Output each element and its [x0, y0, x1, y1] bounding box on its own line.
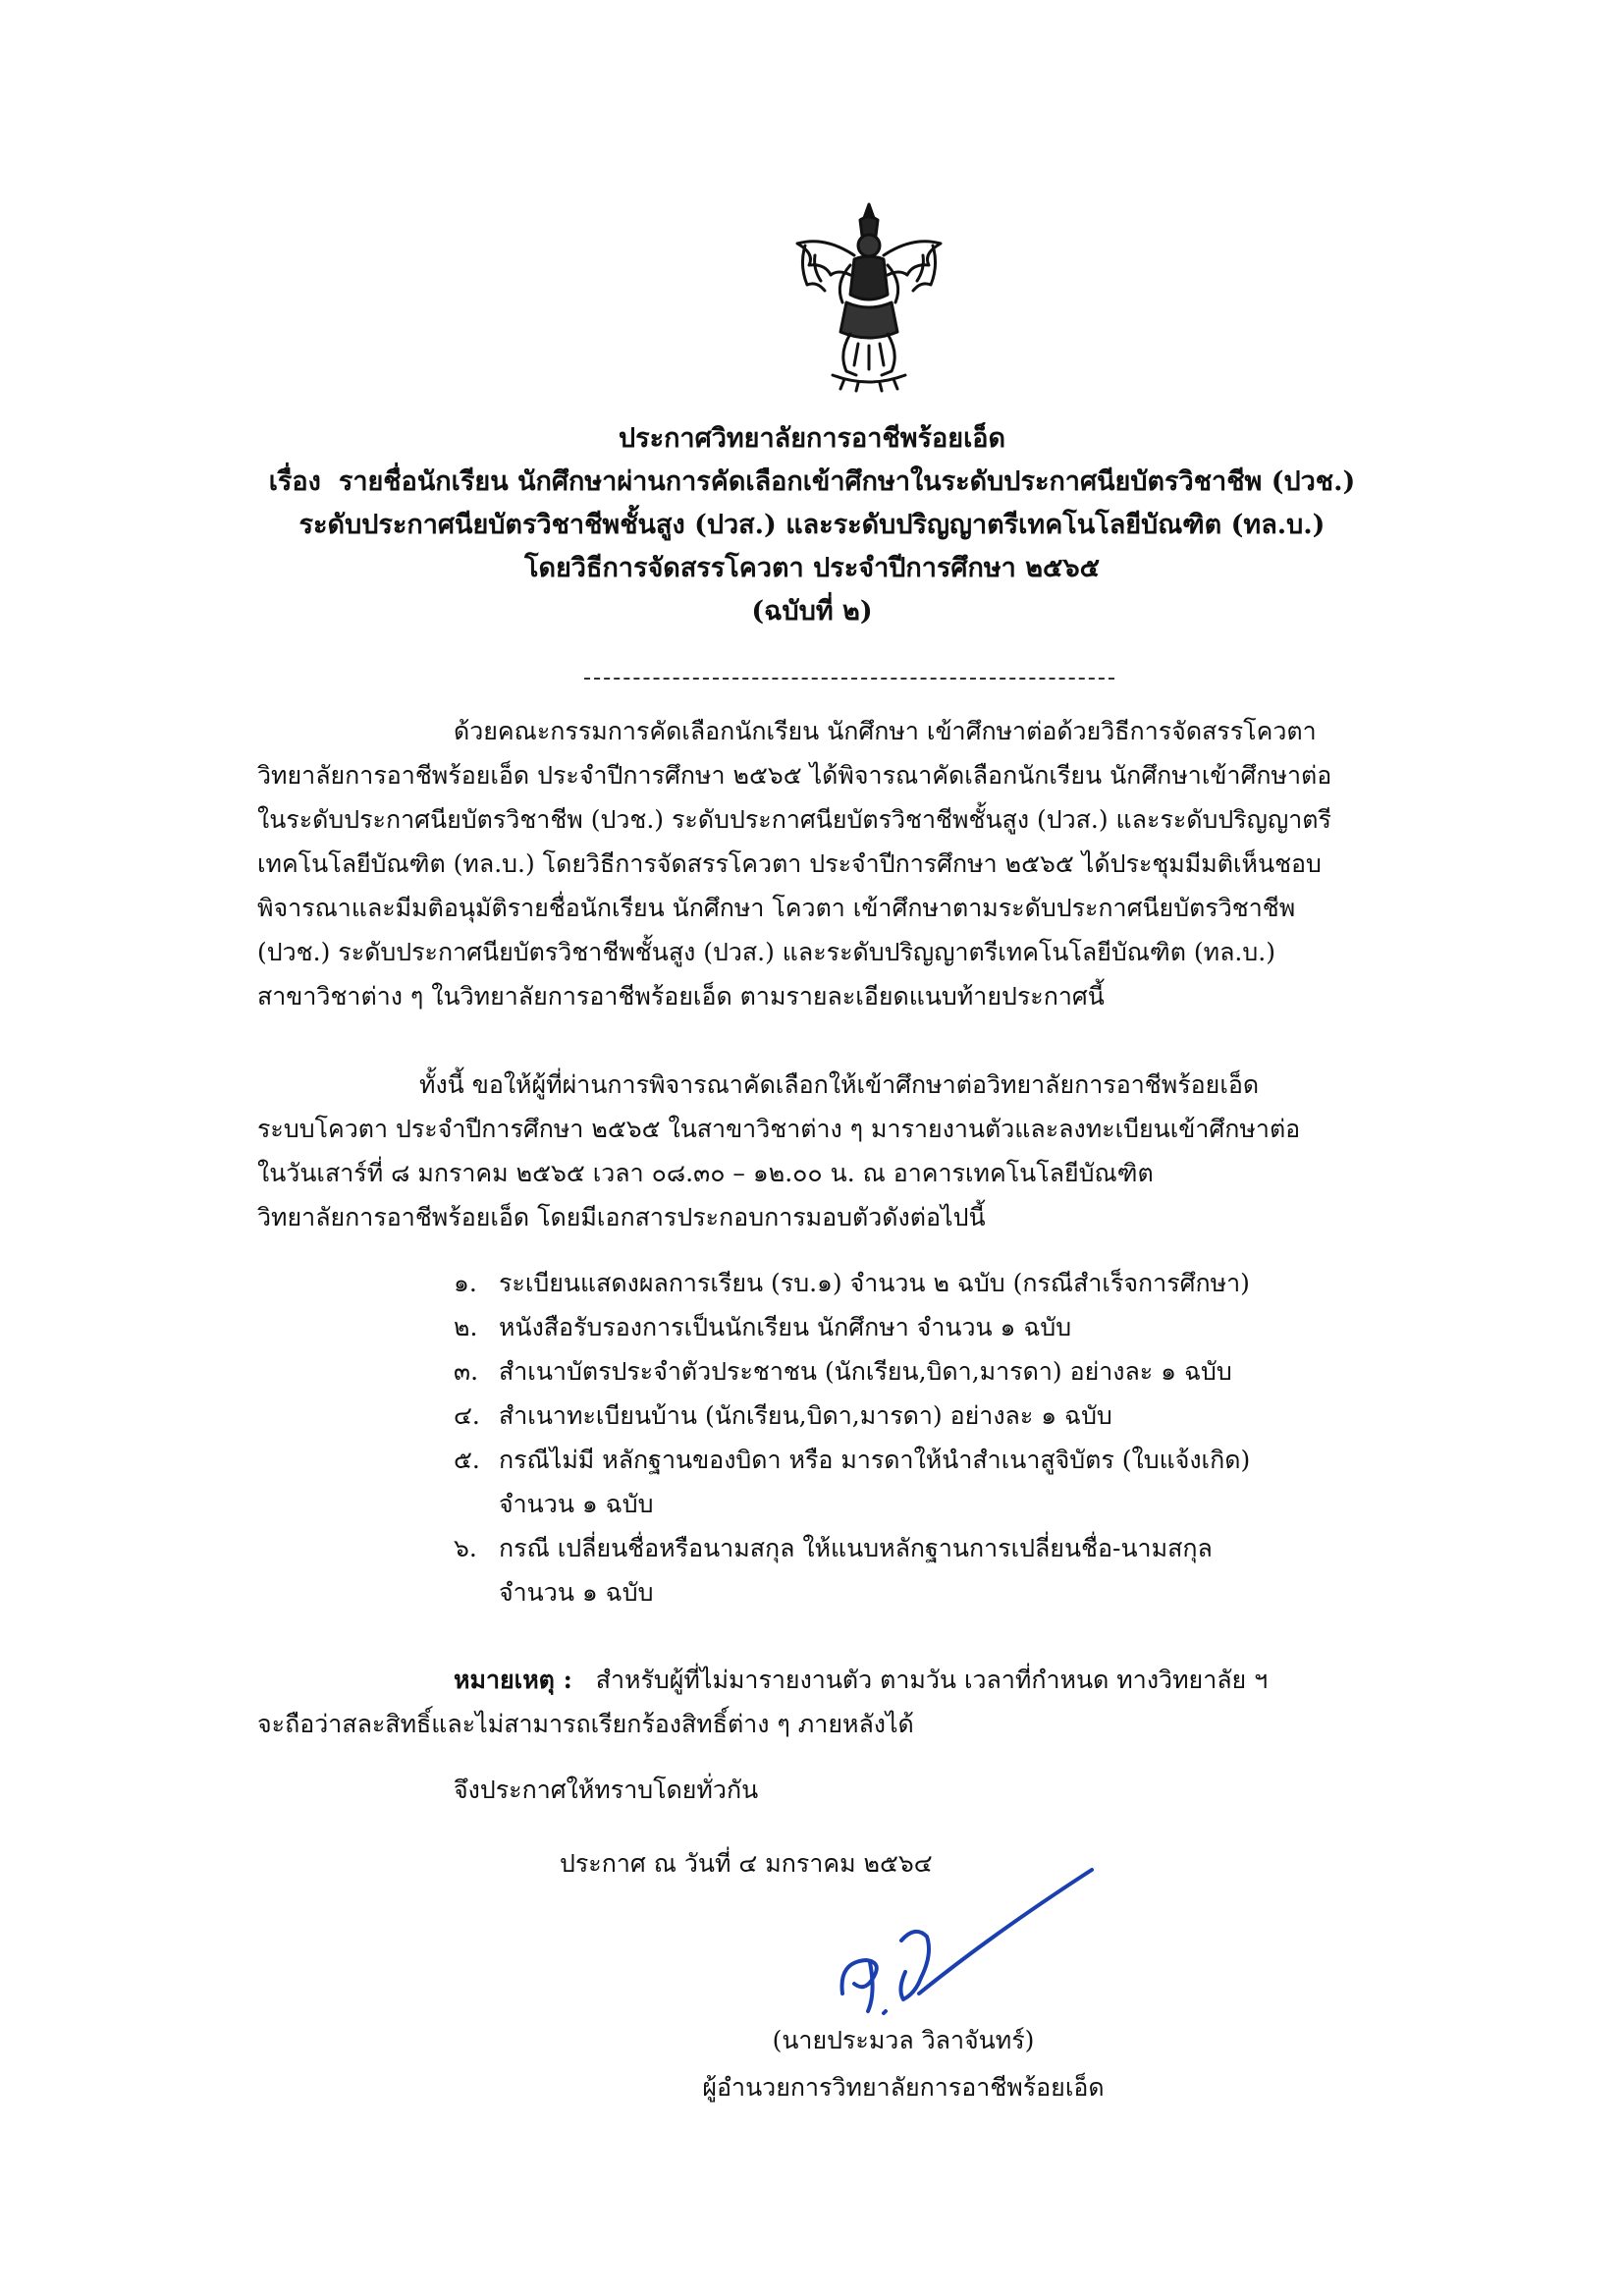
list-item-text: หนังสือรับรองการเป็นนักเรียน นักศึกษา จำนวน ๑ ฉบับ: [499, 1313, 1072, 1341]
list-item-continuation: จำนวน ๑ ฉบับ: [499, 1490, 654, 1518]
subject-line-2: ระดับประกาศนียบัตรวิชาชีพชั้นสูง (ปวส.) และระดับปริญญาตรีเทคโนโลยีบัณฑิต (ทล.บ.): [298, 510, 1326, 540]
body-main-line: เทคโนโลยีบัณฑิต (ทล.บ.) โดยวิธีการจัดสรรโควตา ประจำปีการศึกษา ๒๕๖๕ ได้ประชุมมีมติเห็นชอบ: [257, 849, 1322, 878]
subject-line-3: โดยวิธีการจัดสรรโควตา ประจำปีการศึกษา ๒๕๖๕: [523, 553, 1101, 583]
signer-block: [589, 2017, 1218, 2111]
body-paragraph-second: [257, 1063, 1445, 1239]
header-divider: [584, 678, 1114, 680]
remark-line-1: [257, 1658, 1445, 1702]
body-paragraph-main: [257, 709, 1445, 1018]
list-item-text: กรณี เปลี่ยนชื่อหรือนามสกุล ให้แนบหลักฐานการเปลี่ยนชื่อ-นามสกุล: [499, 1534, 1213, 1562]
closing-statement: จึงประกาศให้ทราบโดยทั่วกัน: [454, 1776, 759, 1804]
list-item: [454, 1349, 1435, 1394]
remark-section: [257, 1658, 1445, 1746]
body-second-line: ระบบโควตา ประจำปีการศึกษา ๒๕๖๕ ในสาขาวิชาต่าง ๆ มารายงานตัวและลงทะเบียนเข้าศึกษาต่อ: [257, 1115, 1301, 1143]
list-item: [454, 1438, 1435, 1526]
list-item: [454, 1394, 1435, 1438]
list-item-text: สำเนาบัตรประจำตัวประชาชน (นักเรียน,บิดา,มารดา) อย่างละ ๑ ฉบับ: [499, 1357, 1232, 1386]
list-item-number: ๕.: [454, 1446, 480, 1474]
signer-name: (นายประมวล วิลาจันทร์): [772, 2026, 1035, 2054]
list-item-number: ๓.: [454, 1357, 479, 1386]
remark-label: หมายเหตุ :: [454, 1666, 572, 1694]
announcement-title: ประกาศวิทยาลัยการอาชีพร้อยเอ็ด: [618, 423, 1006, 454]
body-second-line: วิทยาลัยการอาชีพร้อยเอ็ด โดยมีเอกสารประกอบการมอบตัวดังต่อไปนี้: [257, 1203, 986, 1231]
body-main-line: พิจารณาและมีมติอนุมัติรายชื่อนักเรียน นักศึกษา โควตา เข้าศึกษาตามระดับประกาศนียบัตรวิชาชีพ: [257, 894, 1296, 922]
garuda-emblem-icon: [785, 196, 952, 393]
body-main-line: วิทยาลัยการอาชีพร้อยเอ็ด ประจำปีการศึกษา ๒๕๖๕ ได้พิจารณาคัดเลือกนักเรียน นักศึกษาเข้าศึกษาต่อ: [257, 761, 1332, 790]
body-main-line: สาขาวิชาต่าง ๆ ในวิทยาลัยการอาชีพร้อยเอ็ด ตามรายละเอียดแนบท้ายประกาศนี้: [257, 982, 1105, 1011]
list-item-number: ๖.: [454, 1534, 477, 1562]
list-item-text: กรณีไม่มี หลักฐานของบิดา หรือ มารดาให้นำสำเนาสูจิบัตร (ใบแจ้งเกิด): [499, 1446, 1251, 1474]
body-main-line: (ปวช.) ระดับประกาศนียบัตรวิชาชีพชั้นสูง (ปวส.) และระดับปริญญาตรีเทคโนโลยีบัณฑิต (ทล.บ.): [257, 938, 1275, 966]
list-item-number: ๑.: [454, 1269, 477, 1297]
list-item-text: ระเบียนแสดงผลการเรียน (รบ.๑) จำนวน ๒ ฉบับ (กรณีสำเร็จการศึกษา): [499, 1269, 1250, 1297]
subject-text-1: รายชื่อนักเรียน นักศึกษาผ่านการคัดเลือกเข้าศึกษาในระดับประกาศนียบัตรวิชาชีพ (ปวช.): [338, 466, 1356, 497]
body-main-line: ด้วยคณะกรรมการคัดเลือกนักเรียน นักศึกษา เข้าศึกษาต่อด้วยวิธีการจัดสรรโควตา: [454, 717, 1317, 745]
list-item-number: ๒.: [454, 1313, 478, 1341]
announcement-header: [196, 417, 1428, 633]
required-documents-list: [454, 1261, 1435, 1614]
body-second-line: ในวันเสาร์ที่ ๘ มกราคม ๒๕๖๕ เวลา ๐๘.๓๐ – ๑๒.๐๐ น. ณ อาคารเทคโนโลยีบัณฑิต: [257, 1159, 1154, 1187]
list-item-text: สำเนาทะเบียนบ้าน (นักเรียน,บิดา,มารดา) อย่างละ ๑ ฉบับ: [499, 1401, 1112, 1430]
remark-text-1: สำหรับผู้ที่ไม่มารายงานตัว ตามวัน เวลาที่กำหนด ทางวิทยาลัย ฯ: [595, 1666, 1269, 1694]
edition-label: (ฉบับที่ ๒): [751, 596, 873, 627]
body-second-line: ทั้งนี้ ขอให้ผู้ที่ผ่านการพิจารณาคัดเลือกให้เข้าศึกษาต่อวิทยาลัยการอาชีพร้อยเอ็ด: [419, 1070, 1260, 1099]
list-item: [454, 1261, 1435, 1305]
list-item-continuation: จำนวน ๑ ฉบับ: [499, 1578, 654, 1607]
subject-line-1: [196, 461, 1428, 504]
handwritten-signature-icon: [825, 1846, 1119, 2043]
signer-position: ผู้อำนวยการวิทยาลัยการอาชีพร้อยเอ็ด: [702, 2073, 1105, 2102]
list-item-number: ๔.: [454, 1401, 480, 1430]
announcement-date: ประกาศ ณ วันที่ ๔ มกราคม ๒๕๖๔: [560, 1849, 933, 1878]
list-item: [454, 1526, 1435, 1614]
list-item: [454, 1305, 1435, 1349]
subject-label: เรื่อง: [268, 466, 321, 497]
remark-text-2: จะถือว่าสละสิทธิ์และไม่สามารถเรียกร้องสิทธิ์ต่าง ๆ ภายหลังได้: [257, 1710, 914, 1738]
body-main-line: ในระดับประกาศนียบัตรวิชาชีพ (ปวช.) ระดับประกาศนียบัตรวิชาชีพชั้นสูง (ปวส.) และระดับปริญญาตรี: [257, 805, 1331, 834]
